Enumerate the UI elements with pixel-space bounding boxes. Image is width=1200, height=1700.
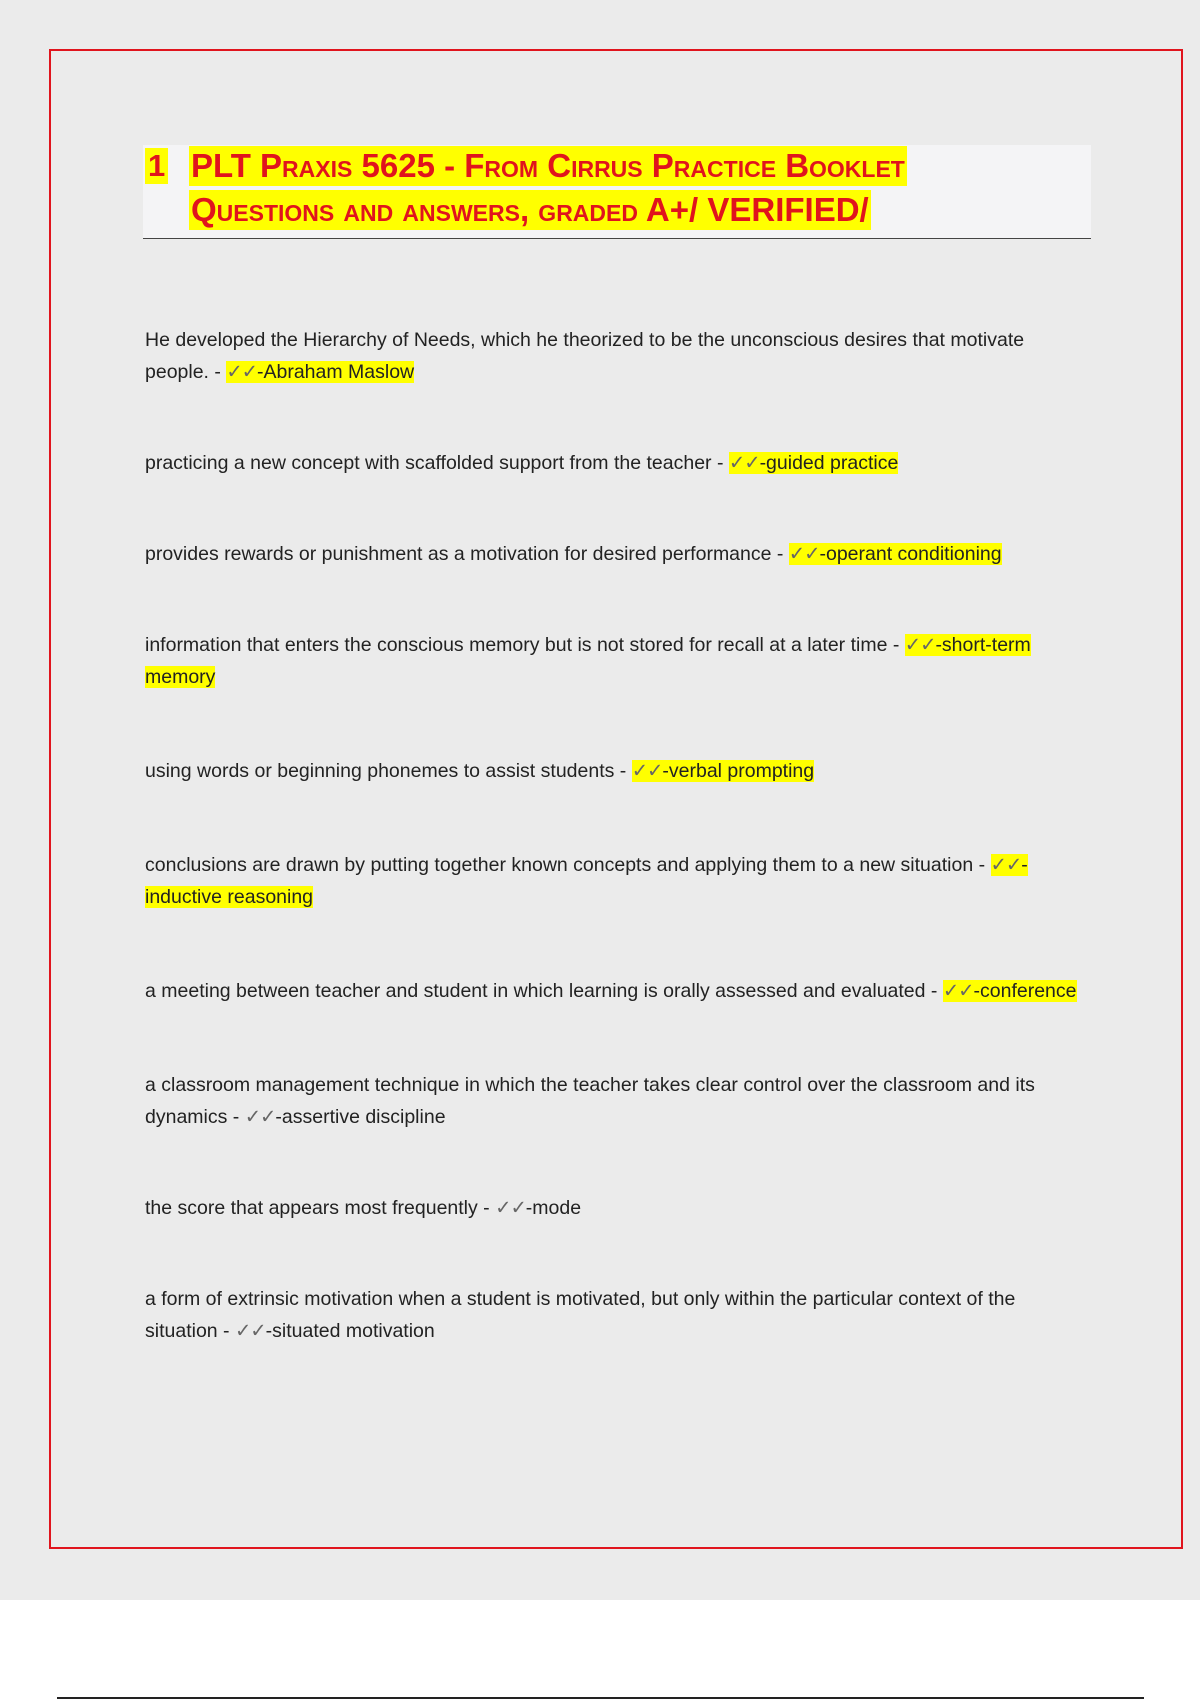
double-checkmark-icon: ✓✓: [495, 1197, 526, 1219]
answer-term: -verbal prompting: [662, 760, 815, 782]
heading-verified-tag: VERIFIED/: [707, 191, 869, 228]
double-checkmark-icon: ✓✓: [226, 361, 257, 383]
qa-item: [145, 975, 1090, 1007]
heading-title-line-2: [189, 190, 871, 230]
question-text: conclusions are drawn by putting together known concepts and applying them to a new situation -: [145, 854, 991, 876]
double-checkmark-icon: ✓✓: [728, 452, 760, 474]
answer-text: [789, 543, 1002, 565]
answer-text: [729, 452, 898, 474]
question-text: a meeting between teacher and student in which learning is orally assessed and evaluated -: [145, 980, 943, 1002]
answer-term: -guided practice: [759, 452, 899, 474]
answer-text: [632, 760, 814, 782]
answer-text: [245, 1106, 446, 1128]
question-answer-list: [145, 324, 1090, 1347]
double-checkmark-icon: ✓✓: [904, 634, 936, 656]
question-text: He developed the Hierarchy of Needs, which he theorized to be the unconscious desires that motivate people. -: [145, 329, 1025, 383]
answer-term: -Abraham Maslow: [257, 361, 415, 383]
answer-term: -inductive reasoning: [145, 854, 1028, 908]
question-text: provides rewards or punishment as a motivation for desired performance -: [145, 543, 789, 565]
qa-item: [145, 538, 1090, 570]
qa-item: [145, 755, 1090, 787]
question-text: information that enters the conscious memory but is not stored for recall at a later time -: [145, 634, 905, 656]
heading-title-line-2-main: Questions and answers, graded A+/: [191, 191, 708, 228]
qa-item: [145, 629, 1090, 693]
question-text: a form of extrinsic motivation when a student is motivated, but only within the particular context of the situation -: [145, 1288, 1016, 1342]
heading-number: 1: [145, 148, 168, 184]
answer-term: -conference: [973, 980, 1077, 1002]
double-checkmark-icon: ✓✓: [234, 1320, 266, 1342]
answer-text: [226, 361, 414, 383]
answer-term: -situated motivation: [265, 1320, 435, 1342]
qa-item: [145, 324, 1090, 388]
question-text: the score that appears most frequently -: [145, 1197, 496, 1219]
answer-term: -mode: [525, 1197, 582, 1219]
double-checkmark-icon: ✓✓: [942, 980, 974, 1002]
answer-text: [235, 1320, 435, 1342]
question-text: practicing a new concept with scaffolded support from the teacher -: [145, 452, 729, 474]
qa-item: [145, 849, 1090, 913]
heading-title-line-1: PLT Praxis 5625 - From Cirrus Practice Booklet: [191, 147, 905, 184]
answer-text: [943, 980, 1077, 1002]
question-text: a classroom management technique in which the teacher takes clear control over the classroom and its dynamics -: [145, 1074, 1035, 1128]
qa-item: [145, 1283, 1090, 1347]
double-checkmark-icon: ✓✓: [631, 760, 663, 782]
double-checkmark-icon: ✓✓: [990, 854, 1022, 876]
footer-rule: [57, 1697, 1144, 1699]
qa-item: [145, 1192, 1090, 1224]
answer-term: -assertive discipline: [275, 1106, 446, 1128]
answer-term: -operant conditioning: [819, 543, 1002, 565]
qa-item: [145, 1069, 1090, 1133]
question-text: using words or beginning phonemes to assist students -: [145, 760, 632, 782]
double-checkmark-icon: ✓✓: [244, 1106, 276, 1128]
answer-text: [495, 1197, 581, 1219]
qa-item: [145, 447, 1090, 479]
double-checkmark-icon: ✓✓: [788, 543, 820, 565]
answer-term: -short-term memory: [145, 634, 1031, 688]
